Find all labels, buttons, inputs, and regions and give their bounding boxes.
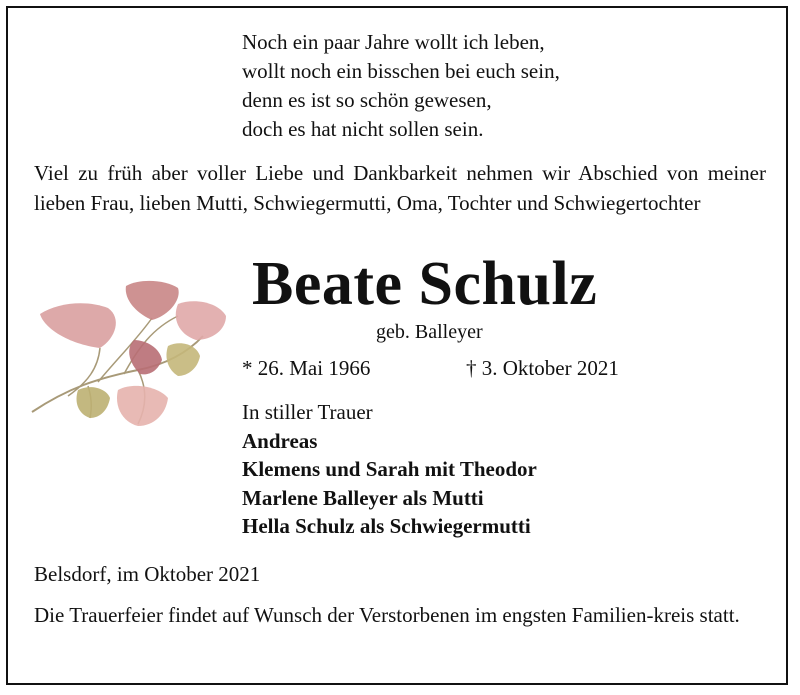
mourner-name: Klemens und Sarah mit Theodor xyxy=(242,457,537,481)
mourners-label: In stiller Trauer xyxy=(242,400,373,424)
deceased-name: Beate Schulz xyxy=(252,250,598,318)
poem-line: denn es ist so schön gewesen, xyxy=(242,88,492,112)
intro-text: Viel zu früh aber voller Liebe und Dankbarkeit nehmen wir Abschied von meiner lieben Frau, lieben Mutti, Schwiegermutti, Oma, Tochter und Schwiegertochter xyxy=(34,161,766,215)
poem-line: doch es hat nicht sollen sein. xyxy=(242,117,484,141)
poem xyxy=(242,28,560,144)
funeral-notice: Die Trauerfeier findet auf Wunsch der Verstorbenen im engsten Familien-kreis statt. xyxy=(34,603,740,627)
mourners-block xyxy=(242,398,537,541)
birth-date: * 26. Mai 1966 xyxy=(242,356,371,380)
mourner-name: Andreas xyxy=(242,428,318,453)
death-date: † 3. Oktober 2021 xyxy=(466,356,619,380)
place-date: Belsdorf, im Oktober 2021 xyxy=(34,562,261,586)
poem-line: Noch ein paar Jahre wollt ich leben, xyxy=(242,30,545,54)
maiden-name: geb. Balleyer xyxy=(376,321,483,343)
mourner-name: Marlene Balleyer als Mutti xyxy=(242,485,484,510)
mourner-name: Hella Schulz als Schwiegermutti xyxy=(242,514,531,538)
poem-line: wollt noch ein bisschen bei euch sein, xyxy=(242,59,560,83)
ginkgo-leaves-icon xyxy=(28,278,234,442)
